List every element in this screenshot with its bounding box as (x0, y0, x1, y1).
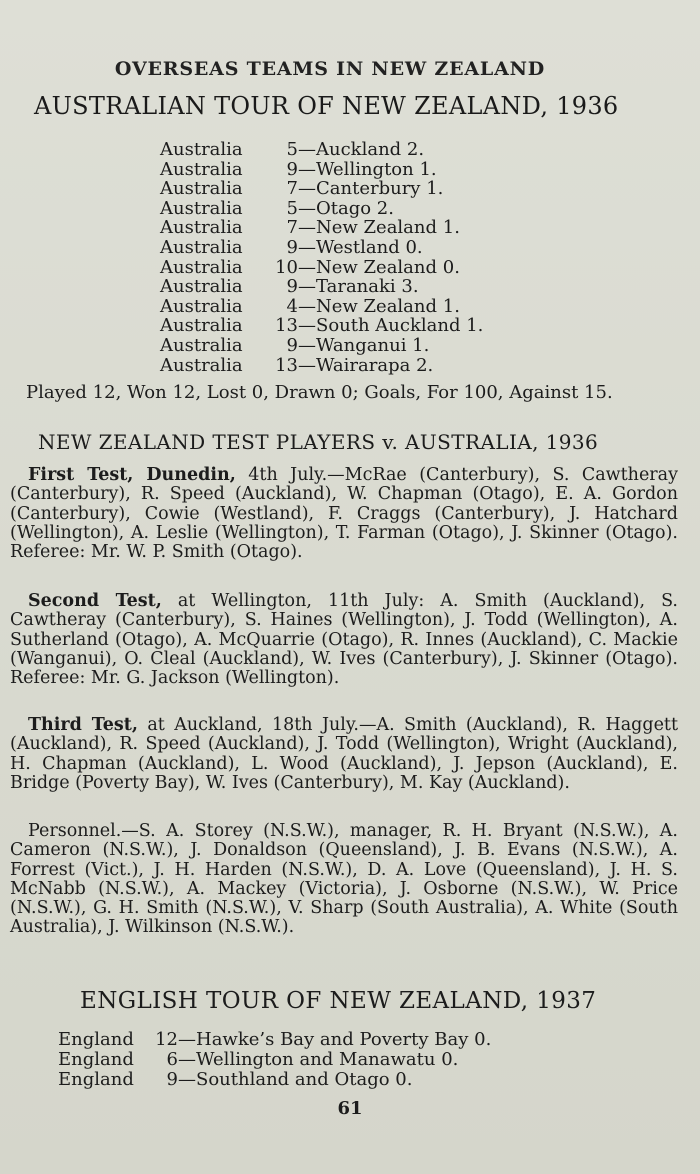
result-row: England 6—Wellington and Manawatu 0. (58, 1049, 459, 1070)
result-row: Australia 5—Auckland 2. (160, 139, 425, 160)
result-row: Australia 9—Taranaki 3. (160, 276, 419, 298)
page-title: AUSTRALIAN TOUR OF NEW ZEALAND, 1936 (34, 92, 619, 120)
nz-test-players-heading: NEW ZEALAND TEST PLAYERS v. AUSTRALIA, 1936 (38, 430, 599, 454)
result-row: Australia 5—Otago 2. (160, 197, 394, 219)
page-number: 61 (337, 1098, 363, 1119)
result-row: Australia 13—South Auckland 1. (160, 315, 484, 337)
first-test-paragraph: First Test, Dunedin, 4th July.—McRae (Canterbury), S. Cawtheray (Canterbury), R. Speed (Auckland), W. Chapman (Otago), E. A. Gordon (Canterbury), Cowie (Westland), F. Craggs (Canterbury), J. Hatchard (Wellington), A. Leslie (Wellington), T. Farman (Otago), J. Skinner (Otago). Referee: Mr. W. P. Smith (Otago). (10, 465, 678, 563)
second-test-paragraph: Second Test, at Wellington, 11th July: A. Smith (Auckland), S. Cawtheray (Canterbury), S. Haines (Wellington), J. Todd (Wellington), A. Sutherland (Otago), A. McQuarrie (Otago), R. Innes (Auckland), C. Mackie (Wanganui), O. Cleal (Auckland), W. Ives (Canterbury), J. Skinner (Otago). Referee: Mr. G. Jackson (Wellington). (10, 591, 678, 689)
result-row: Australia 9—Wanganui 1. (160, 334, 430, 356)
australian-results-list (160, 140, 483, 375)
result-row: England 12—Hawke’s Bay and Poverty Bay 0. (58, 1029, 492, 1050)
english-results-list (58, 1030, 491, 1090)
result-row: England 9—Southland and Otago 0. (58, 1069, 413, 1090)
result-row: Australia 10—New Zealand 0. (160, 256, 460, 278)
result-row: Australia 9—Westland 0. (160, 236, 423, 258)
tour-summary: Played 12, Won 12, Lost 0, Drawn 0; Goals, For 100, Against 15. (26, 382, 613, 403)
result-row: Australia 7—Canterbury 1. (160, 178, 444, 200)
section-heading-overseas-teams: OVERSEAS TEAMS IN NEW ZEALAND (114, 58, 546, 80)
personnel-paragraph: Personnel.—S. A. Storey (N.S.W.), manager, R. H. Bryant (N.S.W.), A. Cameron (N.S.W.), J. Donaldson (Queensland), J. B. Evans (N.S.W.), A. Forrest (Vict.), J. H. Harden (N.S.W.), D. A. Love (Queensland), J. H. S. McNabb (N.S.W.), A. Mackey (Victoria), J. Osborne (N.S.W.), W. Price (N.S.W.), G. H. Smith (N.S.W.), V. Sharp (South Australia), A. White (South Australia), J. Wilkinson (N.S.W.). (10, 821, 678, 938)
result-row: Australia 4—New Zealand 1. (160, 295, 460, 317)
result-row: Australia 7—New Zealand 1. (160, 217, 460, 239)
result-row: Australia 13—Wairarapa 2. (160, 354, 434, 376)
english-tour-heading: ENGLISH TOUR OF NEW ZEALAND, 1937 (80, 988, 597, 1014)
third-test-paragraph: Third Test, at Auckland, 18th July.—A. Smith (Auckland), R. Haggett (Auckland), R. Speed (Auckland), J. Todd (Wellington), Wright (Auckland), H. Chapman (Auckland), L. Wood (Auckland), J. Jepson (Auckland), E. Bridge (Poverty Bay), W. Ives (Canterbury), M. Kay (Auckland). (10, 715, 678, 793)
result-row: Australia 9—Wellington 1. (160, 158, 437, 180)
